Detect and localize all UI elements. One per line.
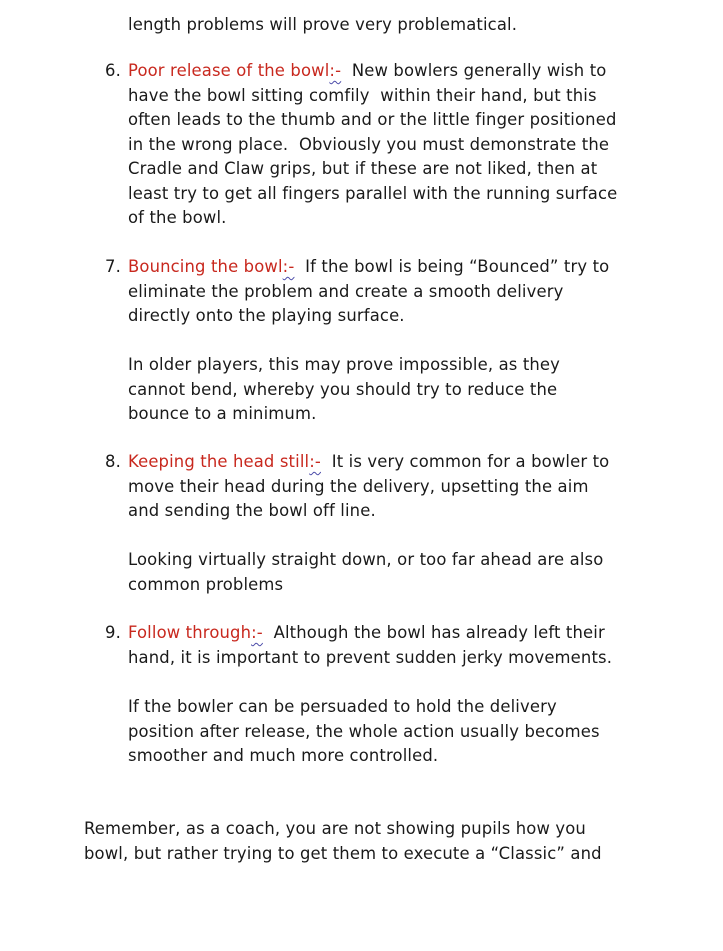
intro-tail-paragraph xyxy=(128,13,517,38)
item-heading: Bouncing the bowl xyxy=(128,257,283,276)
item-line: In older players, this may prove impossible, as they xyxy=(128,355,561,374)
item-number: 9. xyxy=(105,623,121,642)
item-line: smoother and much more controlled. xyxy=(128,746,439,765)
list-item-7-extra-paragraph xyxy=(128,353,560,427)
list-item-6 xyxy=(105,59,618,231)
item-line: directly onto the playing surface. xyxy=(128,306,405,325)
item-line: have the bowl sitting comfily within their hand, but this xyxy=(128,85,597,105)
item-line: and sending the bowl off line. xyxy=(128,501,376,520)
item-line: Looking virtually straight down, or too far ahead are also xyxy=(128,550,604,569)
item-line: position after release, the whole action usually becomes xyxy=(128,721,600,741)
list-item-7 xyxy=(105,255,610,329)
item-line: of the bowl. xyxy=(128,208,227,227)
list-item-9-extra-paragraph xyxy=(128,695,600,769)
item-heading: Follow through xyxy=(128,623,252,642)
item-heading: Keeping the head still xyxy=(128,452,310,471)
item-line: eliminate the problem and create a smooth delivery xyxy=(128,281,564,301)
item-line: cannot bend, whereby you should try to reduce the xyxy=(128,379,558,399)
item-line: If the bowl is being “Bounced” try to xyxy=(294,257,610,276)
item-line: bounce to a minimum. xyxy=(128,404,317,423)
intro-tail-line: length problems will prove very problematical. xyxy=(128,15,518,34)
item-number: 7. xyxy=(105,257,121,276)
item-line: If the bowler can be persuaded to hold the delivery xyxy=(128,697,557,716)
list-item-9 xyxy=(105,621,613,670)
item-line: It is very common for a bowler to xyxy=(320,452,610,471)
closing-paragraph xyxy=(84,817,602,866)
list-item-8 xyxy=(105,450,610,524)
item-line: common problems xyxy=(128,574,284,594)
item-line: least try to get all fingers parallel with the running surface xyxy=(128,183,618,203)
closing-line: bowl, but rather trying to get them to execute a “Classic” and xyxy=(84,843,602,863)
item-number: 8. xyxy=(105,452,121,471)
closing-line: Remember, as a coach, you are not showing pupils how you xyxy=(84,819,586,838)
list-item-8-extra-paragraph xyxy=(128,548,603,597)
item-separator: :- xyxy=(282,257,295,276)
item-separator: :- xyxy=(329,61,342,80)
item-separator: :- xyxy=(309,452,321,471)
item-line: Although the bowl has already left their xyxy=(262,623,605,642)
item-line: hand, it is important to prevent sudden jerky movements. xyxy=(128,647,613,667)
item-line: often leads to the thumb and or the little finger positioned xyxy=(128,110,617,129)
item-line: Cradle and Claw grips, but if these are not liked, then at xyxy=(128,159,598,178)
item-line: New bowlers generally wish to xyxy=(341,61,607,80)
item-separator: :- xyxy=(251,623,263,642)
item-line: in the wrong place. Obviously you must demonstrate the xyxy=(128,134,610,154)
item-line: move their head during the delivery, upsetting the aim xyxy=(128,476,589,496)
item-number: 6. xyxy=(105,61,121,80)
item-heading: Poor release of the bowl xyxy=(128,61,330,80)
